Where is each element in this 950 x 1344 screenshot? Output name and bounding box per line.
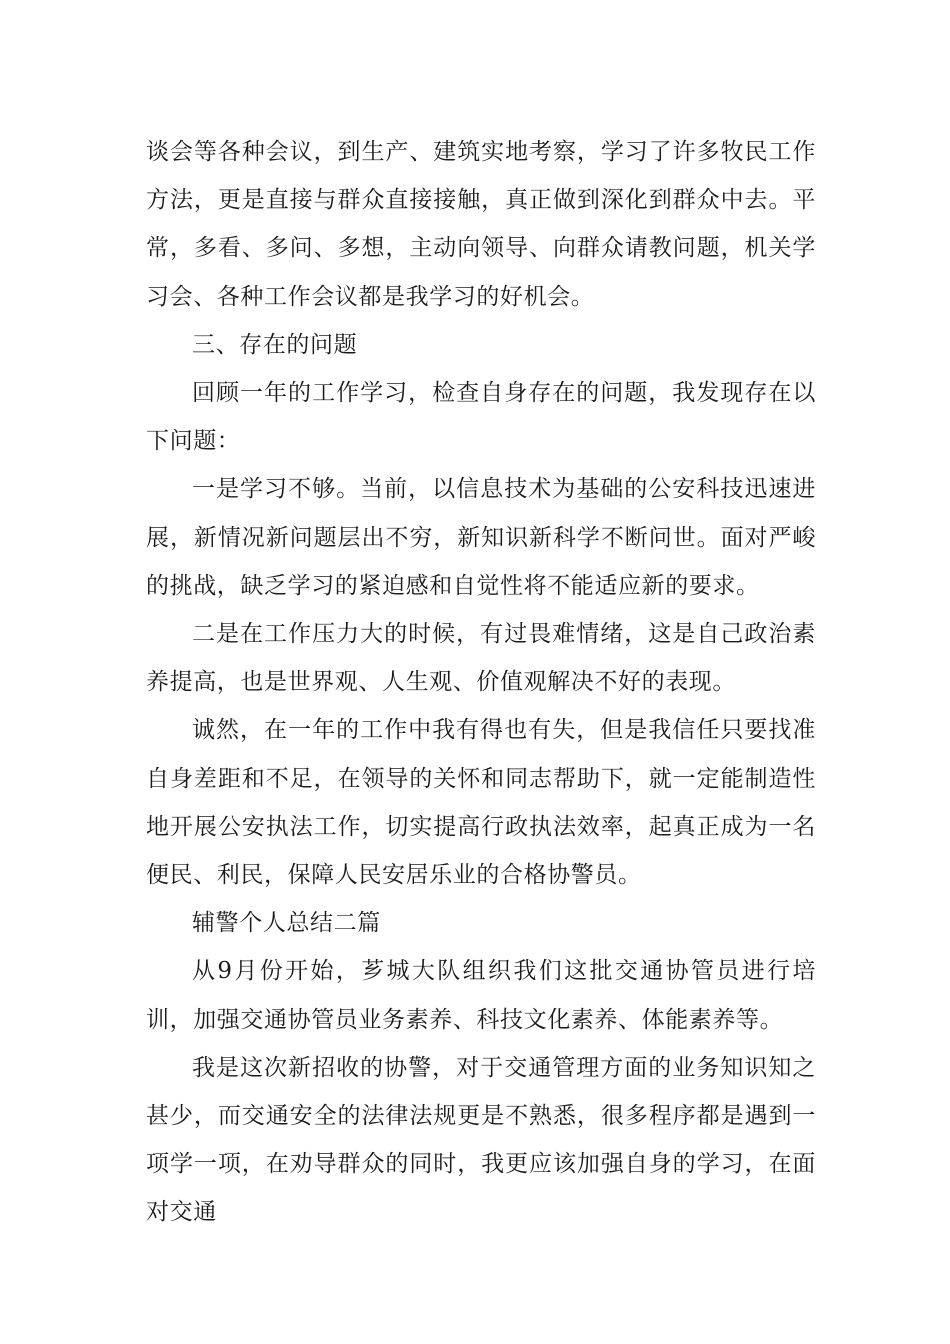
paragraph: 回顾一年的工作学习，检查自身存在的问题，我发现存在以下问题： bbox=[146, 380, 816, 455]
section-title: 辅警个人总结二篇 bbox=[192, 910, 381, 937]
paragraph: 从9月份开始，芗城大队组织我们这批交通协管员进行培训，加强交通协管员业务素养、科技文化素养、体能素养等。 bbox=[146, 958, 816, 1033]
paragraph: 二是在工作压力大的时候，有过畏难情绪，这是自己政治素养提高，也是世界观、人生观、价值观解决不好的表现。 bbox=[146, 621, 816, 696]
paragraph: 我是这次新招收的协警，对于交通管理方面的业务知识知之甚少，而交通安全的法律法规更是不熟悉，很多程序都是遇到一项学一项，在劝导群众的同时，我更应该加强自身的学习，在面对交通 bbox=[146, 1054, 816, 1226]
paragraph: 诚然，在一年的工作中我有得也有失，但是我信任只要找准自身差距和不足，在领导的关怀和同志帮助下，就一定能制造性地开展公安执法工作，切实提高行政执法效率，起真正成为一名便民、利民，保障人民安居乐业的合格协警员。 bbox=[146, 717, 816, 889]
paragraph-continued: 谈会等各种会议，到生产、建筑实地考察，学习了许多牧民工作方法，更是直接与群众直接接触，真正做到深化到群众中去。平常，多看、多问、多想，主动向领导、向群众请教问题，机关学习会、各种工作会议都是我学习的好机会。 bbox=[146, 139, 816, 310]
paragraph: 一是学习不够。当前，以信息技术为基础的公安科技迅速进展，新情况新问题层出不穷，新知识新科学不断问世。面对严峻的挑战，缺乏学习的紧迫感和自觉性将不能适应新的要求。 bbox=[146, 476, 816, 599]
document-body bbox=[146, 128, 816, 1237]
section-heading: 三、存在的问题 bbox=[192, 331, 358, 358]
